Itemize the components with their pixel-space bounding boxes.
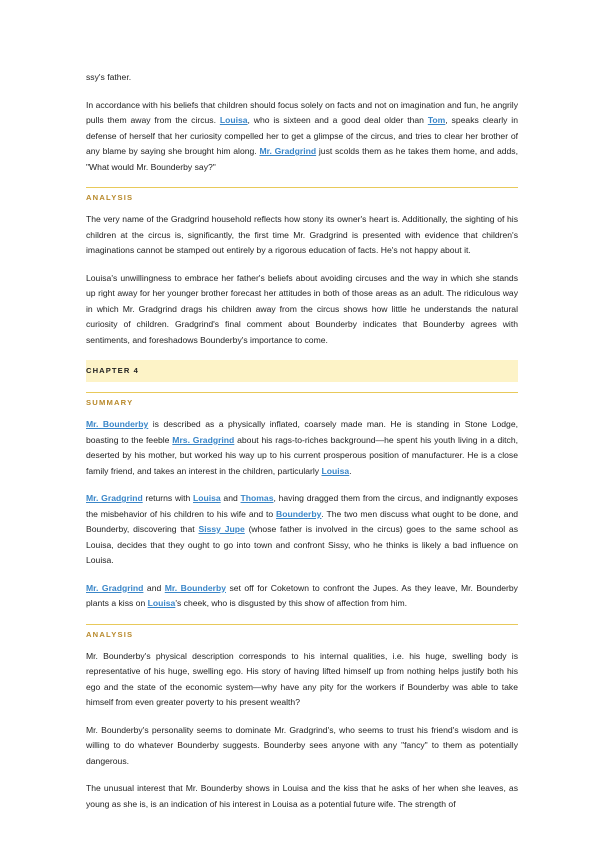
analysis-paragraph: Mr. Bounderby's personality seems to dominate Mr. Gradgrind's, who seems to trust his friend's wisdom and is willing to do whatever Bounderby suggests. Bounderby sees anyone with any "fancy" to them as potentially dangerous. (86, 724, 518, 766)
analysis-paragraph: Louisa's unwillingness to embrace her father's beliefs about avoiding circuses and the way in which she stands up right away for her younger brother forecast her attitudes in both of those areas as an adult. The ridiculous way in which Mr. Gradgrind drags his children away from the circus shows how little he understands the natural curiosity of children. Gradgrind's final comment about Bounderby indicates that Bounderby agrees with sentiments, and foreshadows Bounderby's importance to come. (86, 272, 518, 345)
text-run: , who is sixteen and a good deal older than (247, 115, 428, 125)
text-run: (whose father is involved in the circus) goes to the same school as Louisa, decides that they ought to go into town and confront Sissy, who he thinks is likely a bad influence on Louisa. (86, 524, 518, 565)
link-tom[interactable]: Tom (427, 115, 446, 125)
section-divider (86, 624, 518, 625)
link-bounderby[interactable]: Bounderby (276, 508, 322, 519)
text-run: set off for Coketown to confront the Jupes. As they leave, Mr. Bounderby plants a kiss on (86, 582, 518, 608)
analysis-heading: ANALYSIS (86, 193, 134, 202)
link-sissy-jupe[interactable]: Sissy Jupe (198, 524, 245, 534)
analysis-paragraph: The very name of the Gradgrind household reflects how stony its owner's heart is. Additionally, the sighting of his children at the circus is, significantly, the first time Mr. Gradgrind is presented with evidence that children's imaginations cannot be stamped out entirely by a rigorous education of facts. He's not happy about it. (86, 214, 518, 255)
text-run: . The two men discuss what ought to be done, and Bounderby, discovering that (86, 508, 519, 534)
summary-paragraph (86, 491, 518, 569)
link-louisa[interactable]: Louisa (147, 598, 176, 608)
link-louisa[interactable]: Louisa (321, 465, 350, 476)
text-run: 's cheek, who is disgusted by this show of affection from him. (175, 598, 408, 608)
link-mr-bounderby[interactable]: Mr. Bounderby (164, 582, 226, 593)
text-run: , having dragged them from the circus, and indignantly exposes the misbehavior of his children to his wife and to (86, 493, 518, 519)
link-thomas[interactable]: Thomas (240, 493, 274, 503)
analysis-paragraph: The unusual interest that Mr. Bounderby shows in Louisa and the kiss that he asks of her when she leaves, as young as she is, is an indication of his interest in Louisa as a potential future wife. The strength of (86, 783, 518, 809)
link-mr-bounderby[interactable]: Mr. Bounderby (86, 419, 149, 429)
summary-heading: SUMMARY (86, 398, 134, 407)
section-divider (86, 187, 518, 188)
chapter-heading: CHAPTER 4 (86, 360, 518, 382)
text-run: about his rags-to-riches background—he spent his youth living in a ditch, deserted by his mother, but worked his way up to his current prosperous position of manufacturer. He is a close family friend, and takes an interest in the children, particularly (86, 434, 518, 476)
text-run: . (349, 465, 352, 476)
link-louisa[interactable]: Louisa (219, 115, 248, 125)
link-mr-gradgrind[interactable]: Mr. Gradgrind (86, 582, 144, 593)
section-divider (86, 392, 518, 393)
summary-paragraph-1 (86, 98, 518, 176)
text-run: returns with (142, 493, 193, 503)
link-louisa[interactable]: Louisa (192, 493, 221, 503)
text-run: and (143, 582, 165, 593)
intro-fragment: ssy's father. (86, 72, 132, 82)
summary-paragraph (86, 581, 518, 612)
link-mr-gradgrind[interactable]: Mr. Gradgrind (259, 146, 317, 156)
link-mr-gradgrind[interactable]: Mr. Gradgrind (86, 493, 143, 503)
link-mrs-gradgrind[interactable]: Mrs. Gradgrind (172, 434, 235, 445)
text-run: just scolds them as he takes them home, and adds, "What would Mr. Bounderby say?" (86, 146, 518, 172)
document-page (86, 70, 518, 824)
analysis-paragraph: Mr. Bounderby's physical description corresponds to his internal qualities, i.e. his huge, swelling body is representative of his huge, swelling ego. His story of having lifted himself up from nothing helps justify both his ego and the state of the economic system—why have any pity for the workers if Bounderby was able to take himself from even greater poverty to his present wealth? (86, 650, 518, 707)
text-run: In accordance with his beliefs that children should focus solely on facts and not on imagination and fun, he angrily pulls them away from the circus. (86, 99, 518, 125)
summary-paragraph (86, 417, 518, 479)
text-run: is described as a physically inflated, coarsely made man. He is standing in Stone Lodge, boasting to the feeble (86, 419, 518, 445)
analysis-heading: ANALYSIS (86, 629, 134, 639)
text-run: and (220, 493, 241, 503)
text-run: , speaks clearly in defense of herself that her curiosity compelled her to get a glimpse of the circus, and tries to clear her brother of any blame by saying she brought him along. (86, 115, 518, 156)
